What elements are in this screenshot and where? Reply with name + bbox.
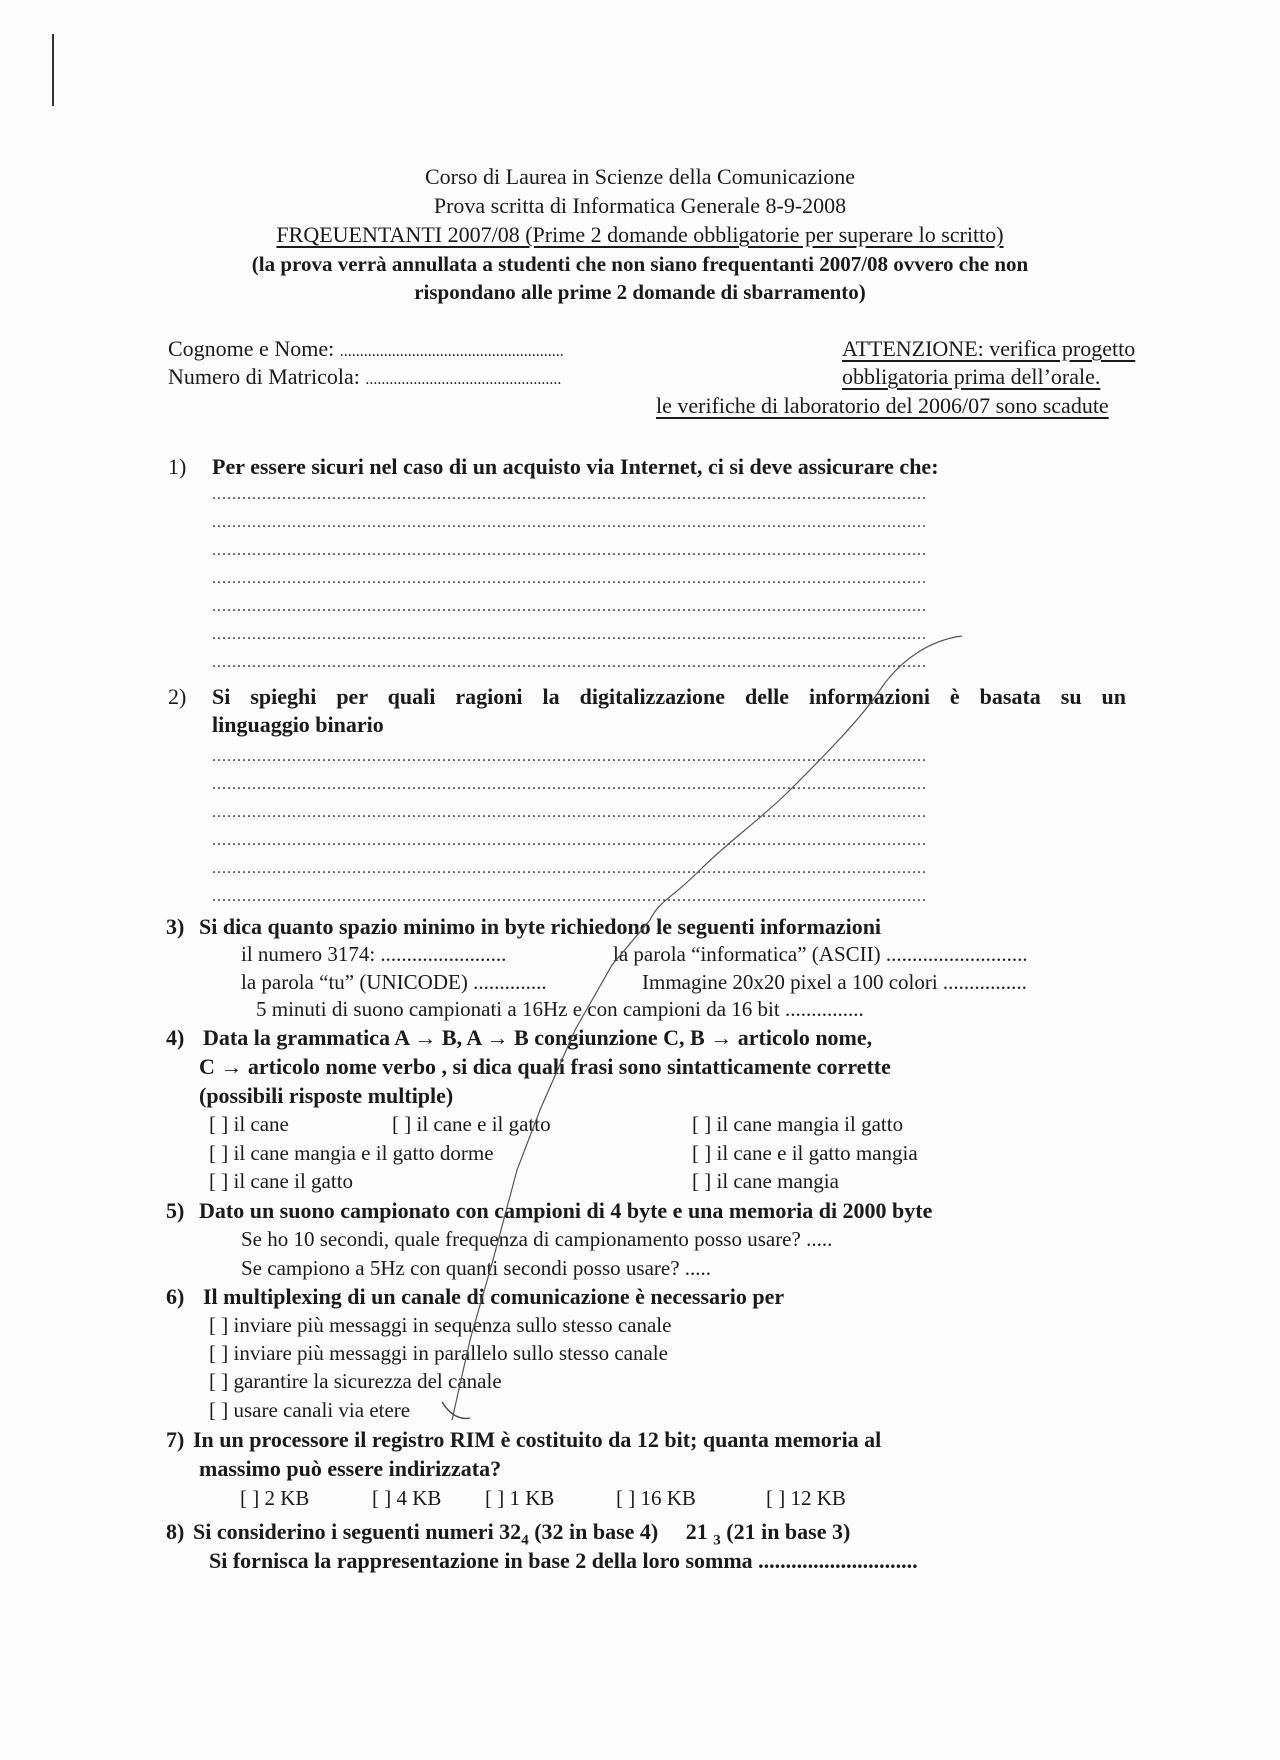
q7-text-line1: In un processore il registro RIM è costituito da 12 bit; quanta memoria al <box>193 1427 882 1452</box>
student-id-dots: ................................................. <box>365 371 562 388</box>
q8-text-line2: Si fornisca la rappresentazione in base 2 della loro somma ............................. <box>209 1548 918 1573</box>
q8-base3: 3 <box>713 1532 721 1549</box>
q3-number: 3) <box>166 914 185 939</box>
q7-option-2kb[interactable]: [ ] 2 KB <box>240 1486 310 1510</box>
q2-answer-line-1[interactable]: ............................................................................................................................................... <box>212 748 927 765</box>
q6-text: Il multiplexing di un canale di comunicazione è necessario per <box>203 1284 785 1309</box>
notice-line2: obbligatoria prima dell’orale. <box>842 364 1101 389</box>
q5-text: Dato un suono campionato con campioni di 4 byte e una memoria di 2000 byte <box>199 1198 933 1223</box>
q7-option-16kb[interactable]: [ ] 16 KB <box>616 1486 696 1510</box>
q2-text-line2: linguaggio binario <box>212 712 384 737</box>
q6-option-3[interactable]: [ ] garantire la sicurezza del canale <box>209 1369 502 1393</box>
q1-answer-line-1[interactable]: ............................................................................................................................................... <box>212 486 927 503</box>
q1-answer-line-5[interactable]: ............................................................................................................................................... <box>212 598 927 615</box>
q3-text: Si dica quanto spazio minimo in byte richiedono le seguenti informazioni <box>199 914 882 939</box>
q1-answer-line-7[interactable]: ............................................................................................................................................... <box>212 654 927 671</box>
course-title: Corso di Laurea in Scienze della Comunicazione <box>424 164 856 189</box>
q4-option-7[interactable]: [ ] il cane mangia <box>692 1169 839 1193</box>
q3-item-image[interactable]: Immagine 20x20 pixel a 100 colori ................ <box>642 970 1027 994</box>
q4-number: 4) <box>166 1025 185 1050</box>
q1-answer-line-3[interactable]: ............................................................................................................................................... <box>212 542 927 559</box>
q4-option-3[interactable]: [ ] il cane mangia il gatto <box>692 1112 904 1136</box>
q7-number: 7) <box>166 1427 185 1452</box>
q1-answer-line-2[interactable]: ............................................................................................................................................... <box>212 514 927 531</box>
attendance-notice: FRQEUENTANTI 2007/08 (Prime 2 domande obbligatorie per superare lo scritto) <box>276 222 1004 247</box>
q5-subquestion-2[interactable]: Se campiono a 5Hz con quanti secondi posso usare? ..... <box>241 1256 712 1280</box>
q2-text-line1: Si spieghi per quali ragioni la digitalizzazione delle informazioni è basata su un <box>212 684 1126 709</box>
q1-text: Per essere sicuri nel caso di un acquisto via Internet, ci si deve assicurare che: <box>212 454 939 479</box>
q7-option-1kb[interactable]: [ ] 1 KB <box>485 1486 555 1510</box>
annulment-warning-line1: (la prova verrà annullata a studenti che non siano frequentanti 2007/08 ovvero che non <box>251 252 1029 276</box>
q7-text-line2: massimo può essere indirizzata? <box>199 1456 502 1481</box>
student-id-label: Numero di Matricola: <box>168 364 366 389</box>
notice-line3: le verifiche di laboratorio del 2006/07 sono scadute <box>656 393 1109 418</box>
q2-number: 2) <box>168 684 187 709</box>
q3-item-sound[interactable]: 5 minuti di suono campionati a 16Hz e con campioni da 16 bit ............... <box>256 997 864 1021</box>
q4-text-line3: (possibili risposte multiple) <box>199 1083 454 1108</box>
q2-answer-line-6[interactable]: ............................................................................................................................................... <box>212 888 927 905</box>
q5-number: 5) <box>166 1198 185 1223</box>
q6-option-2[interactable]: [ ] inviare più messaggi in parallelo sullo stesso canale <box>209 1341 668 1365</box>
q3-item-tu[interactable]: la parola “tu” (UNICODE) .............. <box>241 970 547 994</box>
q2-answer-line-2[interactable]: ............................................................................................................................................... <box>212 776 927 793</box>
q1-answer-line-6[interactable]: ............................................................................................................................................... <box>212 626 927 643</box>
q4-option-5[interactable]: [ ] il cane e il gatto mangia <box>692 1141 918 1165</box>
q2-answer-line-3[interactable]: ............................................................................................................................................... <box>212 804 927 821</box>
q8-text-part2: (32 in base 4) 21 <box>528 1519 714 1544</box>
q8-number: 8) <box>166 1519 185 1544</box>
q3-item-informatica[interactable]: la parola “informatica” (ASCII) ........................... <box>613 942 1028 966</box>
q8-text-part1: Si considerino i seguenti numeri 32 <box>193 1519 522 1544</box>
q4-option-6[interactable]: [ ] il cane il gatto <box>209 1169 354 1193</box>
q1-answer-line-4[interactable]: ............................................................................................................................................... <box>212 570 927 587</box>
q2-answer-line-5[interactable]: ............................................................................................................................................... <box>212 860 927 877</box>
q5-subquestion-1[interactable]: Se ho 10 secondi, quale frequenza di campionamento posso usare? ..... <box>241 1227 833 1251</box>
name-label: Cognome e Nome: <box>168 336 340 361</box>
q4-option-2[interactable]: [ ] il cane e il gatto <box>392 1112 551 1136</box>
exam-title: Prova scritta di Informatica Generale 8-9-2008 <box>433 193 847 218</box>
name-dots: ........................................................ <box>339 343 564 360</box>
q7-option-4kb[interactable]: [ ] 4 KB <box>372 1486 442 1510</box>
q6-option-4[interactable]: [ ] usare canali via etere <box>209 1398 411 1422</box>
annulment-warning-line2: rispondano alle prime 2 domande di sbarramento) <box>414 280 866 304</box>
q3-item-number[interactable]: il numero 3174: ........................ <box>241 942 507 966</box>
q6-number: 6) <box>166 1284 185 1309</box>
q2-answer-line-4[interactable]: ............................................................................................................................................... <box>212 832 927 849</box>
q4-option-4[interactable]: [ ] il cane mangia e il gatto dorme <box>209 1141 494 1165</box>
q4-text-line2: C → articolo nome verbo , si dica quali frasi sono sintatticamente corrette <box>199 1054 891 1079</box>
q4-option-1[interactable]: [ ] il cane <box>209 1112 289 1136</box>
q8-base4: 4 <box>521 1532 529 1549</box>
q8-text-part3: (21 in base 3) <box>720 1519 851 1544</box>
q7-option-12kb[interactable]: [ ] 12 KB <box>766 1486 846 1510</box>
notice-line1: ATTENZIONE: verifica progetto <box>842 336 1136 361</box>
q1-number: 1) <box>168 454 187 479</box>
q4-text-line1: Data la grammatica A → B, A → B congiunzione C, B → articolo nome, <box>203 1025 873 1050</box>
q6-option-1[interactable]: [ ] inviare più messaggi in sequenza sullo stesso canale <box>209 1313 672 1337</box>
